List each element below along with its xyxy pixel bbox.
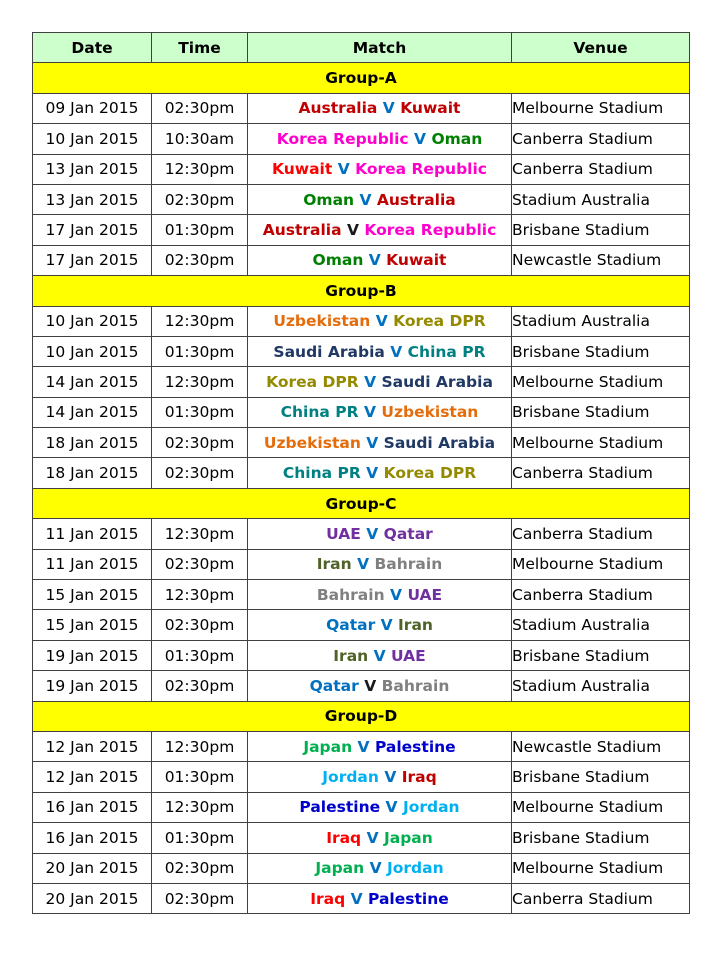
match-date: 12 Jan 2015 [33,731,152,761]
home-team: Qatar [326,616,376,635]
versus-label: V [375,312,388,331]
away-team: Palestine [374,737,456,756]
away-team: Saudi Arabia [383,433,496,452]
group-header-row [33,701,690,731]
away-team: China PR [407,342,486,361]
home-team: Palestine [299,798,381,817]
match-time: 02:30pm [152,610,248,640]
home-team: Korea Republic [276,129,409,148]
match-row [33,367,690,397]
versus-label: V [390,585,403,604]
match-venue: Canberra Stadium [512,580,690,610]
match-venue: Stadium Australia [512,671,690,701]
versus-label: V [357,737,370,756]
match-date: 20 Jan 2015 [33,853,152,883]
group-title: Group-B [33,276,690,306]
match-teams [248,610,512,640]
match-row [33,306,690,336]
match-venue: Brisbane Stadium [512,640,690,670]
home-team: Jordan [322,768,379,787]
home-team: Uzbekistan [263,433,361,452]
match-teams [248,792,512,822]
match-time: 02:30pm [152,883,248,913]
match-teams [248,762,512,792]
match-date: 13 Jan 2015 [33,154,152,184]
match-venue: Canberra Stadium [512,883,690,913]
match-venue: Stadium Australia [512,610,690,640]
home-team: Japan [315,859,365,878]
match-venue: Brisbane Stadium [512,397,690,427]
match-date: 16 Jan 2015 [33,823,152,853]
away-team: Jordan [386,859,444,878]
versus-label: V [337,160,350,179]
match-teams [248,580,512,610]
away-team: Bahrain [374,555,443,574]
match-row [33,762,690,792]
match-row [33,245,690,275]
away-team: Kuwait [400,99,461,118]
match-row [33,184,690,214]
match-date: 10 Jan 2015 [33,306,152,336]
match-venue: Canberra Stadium [512,154,690,184]
home-team: Japan [303,737,353,756]
group-header-row [33,276,690,306]
home-team: UAE [326,524,361,543]
match-time: 01:30pm [152,762,248,792]
match-teams [248,853,512,883]
match-schedule-table [32,32,690,914]
header-venue: Venue [512,33,690,63]
match-time: 12:30pm [152,154,248,184]
match-teams [248,640,512,670]
match-row [33,397,690,427]
match-time: 12:30pm [152,580,248,610]
match-venue: Melbourne Stadium [512,549,690,579]
away-team: Japan [383,828,433,847]
versus-label: V [373,646,386,665]
away-team: Oman [431,129,483,148]
match-teams [248,823,512,853]
match-date: 18 Jan 2015 [33,428,152,458]
home-team: Kuwait [272,160,333,179]
group-header-row [33,488,690,518]
match-date: 17 Jan 2015 [33,245,152,275]
away-team: Saudi Arabia [381,372,493,391]
group-header-row [33,63,690,93]
versus-label: V [382,99,395,118]
match-venue: Melbourne Stadium [512,93,690,123]
match-time: 12:30pm [152,792,248,822]
versus-label: V [385,798,398,817]
home-team: Oman [303,190,355,209]
home-team: Australia [298,99,378,118]
match-venue: Canberra Stadium [512,124,690,154]
away-team: UAE [407,585,443,604]
match-teams [248,671,512,701]
group-title: Group-D [33,701,690,731]
match-venue: Brisbane Stadium [512,215,690,245]
match-time: 10:30am [152,124,248,154]
match-teams [248,883,512,913]
versus-label: V [390,342,403,361]
away-team: Qatar [383,524,433,543]
versus-label: V [359,190,372,209]
match-teams [248,245,512,275]
match-row [33,458,690,488]
match-row [33,549,690,579]
match-row [33,428,690,458]
match-teams [248,367,512,397]
away-team: Australia [376,190,456,209]
home-team: China PR [282,464,361,483]
home-team: Bahrain [316,585,385,604]
match-venue: Stadium Australia [512,306,690,336]
match-teams [248,336,512,366]
match-time: 02:30pm [152,93,248,123]
versus-label: V [350,889,363,908]
away-team: Uzbekistan [381,403,479,422]
match-venue: Melbourne Stadium [512,853,690,883]
match-row [33,336,690,366]
match-teams [248,215,512,245]
versus-label: V [364,372,377,391]
away-team: Korea DPR [383,464,477,483]
match-row [33,731,690,761]
home-team: Oman [312,251,364,270]
match-date: 15 Jan 2015 [33,580,152,610]
match-time: 01:30pm [152,397,248,427]
match-time: 02:30pm [152,549,248,579]
home-team: Uzbekistan [273,312,371,331]
match-time: 02:30pm [152,245,248,275]
versus-label: V [366,828,379,847]
match-row [33,124,690,154]
away-team: Iran [398,616,433,635]
match-date: 12 Jan 2015 [33,762,152,792]
match-date: 18 Jan 2015 [33,458,152,488]
away-team: Kuwait [386,251,447,270]
home-team: Saudi Arabia [273,342,385,361]
match-time: 02:30pm [152,428,248,458]
away-team: Bahrain [381,676,450,695]
versus-label: V [366,433,379,452]
match-row [33,93,690,123]
match-row [33,823,690,853]
versus-label: V [384,768,397,787]
match-date: 14 Jan 2015 [33,367,152,397]
group-title: Group-A [33,63,690,93]
match-row [33,610,690,640]
versus-label: V [363,403,376,422]
versus-label: V [380,616,393,635]
match-date: 10 Jan 2015 [33,124,152,154]
versus-label: V [366,524,379,543]
match-time: 01:30pm [152,336,248,366]
match-row [33,580,690,610]
versus-label: V [364,676,377,695]
match-time: 02:30pm [152,853,248,883]
match-date: 13 Jan 2015 [33,184,152,214]
match-venue: Newcastle Stadium [512,731,690,761]
match-venue: Brisbane Stadium [512,823,690,853]
header-match: Match [248,33,512,63]
home-team: Australia [262,221,342,240]
match-time: 01:30pm [152,640,248,670]
match-row [33,154,690,184]
match-time: 02:30pm [152,671,248,701]
match-teams [248,397,512,427]
match-date: 20 Jan 2015 [33,883,152,913]
match-row [33,792,690,822]
match-date: 10 Jan 2015 [33,336,152,366]
match-teams [248,428,512,458]
match-time: 12:30pm [152,519,248,549]
header-time: Time [152,33,248,63]
match-row [33,519,690,549]
match-venue: Melbourne Stadium [512,367,690,397]
match-time: 12:30pm [152,367,248,397]
match-venue: Melbourne Stadium [512,428,690,458]
match-time: 12:30pm [152,306,248,336]
versus-label: V [346,221,359,240]
match-date: 19 Jan 2015 [33,671,152,701]
versus-label: V [414,129,427,148]
match-venue: Melbourne Stadium [512,792,690,822]
match-teams [248,549,512,579]
versus-label: V [357,555,370,574]
match-venue: Stadium Australia [512,184,690,214]
match-date: 15 Jan 2015 [33,610,152,640]
versus-label: V [369,859,382,878]
away-team: Korea Republic [355,160,487,179]
match-venue: Canberra Stadium [512,519,690,549]
home-team: Iraq [326,828,362,847]
home-team: Qatar [309,676,359,695]
match-venue: Newcastle Stadium [512,245,690,275]
match-time: 12:30pm [152,731,248,761]
away-team: UAE [391,646,426,665]
match-date: 09 Jan 2015 [33,93,152,123]
match-venue: Brisbane Stadium [512,336,690,366]
match-row [33,215,690,245]
match-teams [248,306,512,336]
header-date: Date [33,33,152,63]
match-venue: Canberra Stadium [512,458,690,488]
match-time: 02:30pm [152,184,248,214]
match-teams [248,731,512,761]
match-date: 16 Jan 2015 [33,792,152,822]
match-row [33,671,690,701]
home-team: Iran [316,555,352,574]
away-team: Jordan [402,798,460,817]
match-venue: Brisbane Stadium [512,762,690,792]
match-time: 02:30pm [152,458,248,488]
versus-label: V [366,464,379,483]
match-teams [248,124,512,154]
home-team: Iran [333,646,369,665]
match-teams [248,458,512,488]
match-time: 01:30pm [152,215,248,245]
away-team: Iraq [401,768,437,787]
away-team: Korea Republic [364,221,497,240]
home-team: China PR [280,403,359,422]
match-date: 11 Jan 2015 [33,519,152,549]
versus-label: V [368,251,381,270]
away-team: Palestine [368,889,449,908]
home-team: Iraq [310,889,346,908]
match-row [33,853,690,883]
header-row [33,33,690,63]
away-team: Korea DPR [393,312,486,331]
schedule-body [33,63,690,914]
match-date: 14 Jan 2015 [33,397,152,427]
match-teams [248,93,512,123]
match-date: 19 Jan 2015 [33,640,152,670]
home-team: Korea DPR [266,372,359,391]
match-teams [248,154,512,184]
match-date: 11 Jan 2015 [33,549,152,579]
match-row [33,640,690,670]
match-teams [248,519,512,549]
match-row [33,883,690,913]
match-time: 01:30pm [152,823,248,853]
match-date: 17 Jan 2015 [33,215,152,245]
match-teams [248,184,512,214]
group-title: Group-C [33,488,690,518]
